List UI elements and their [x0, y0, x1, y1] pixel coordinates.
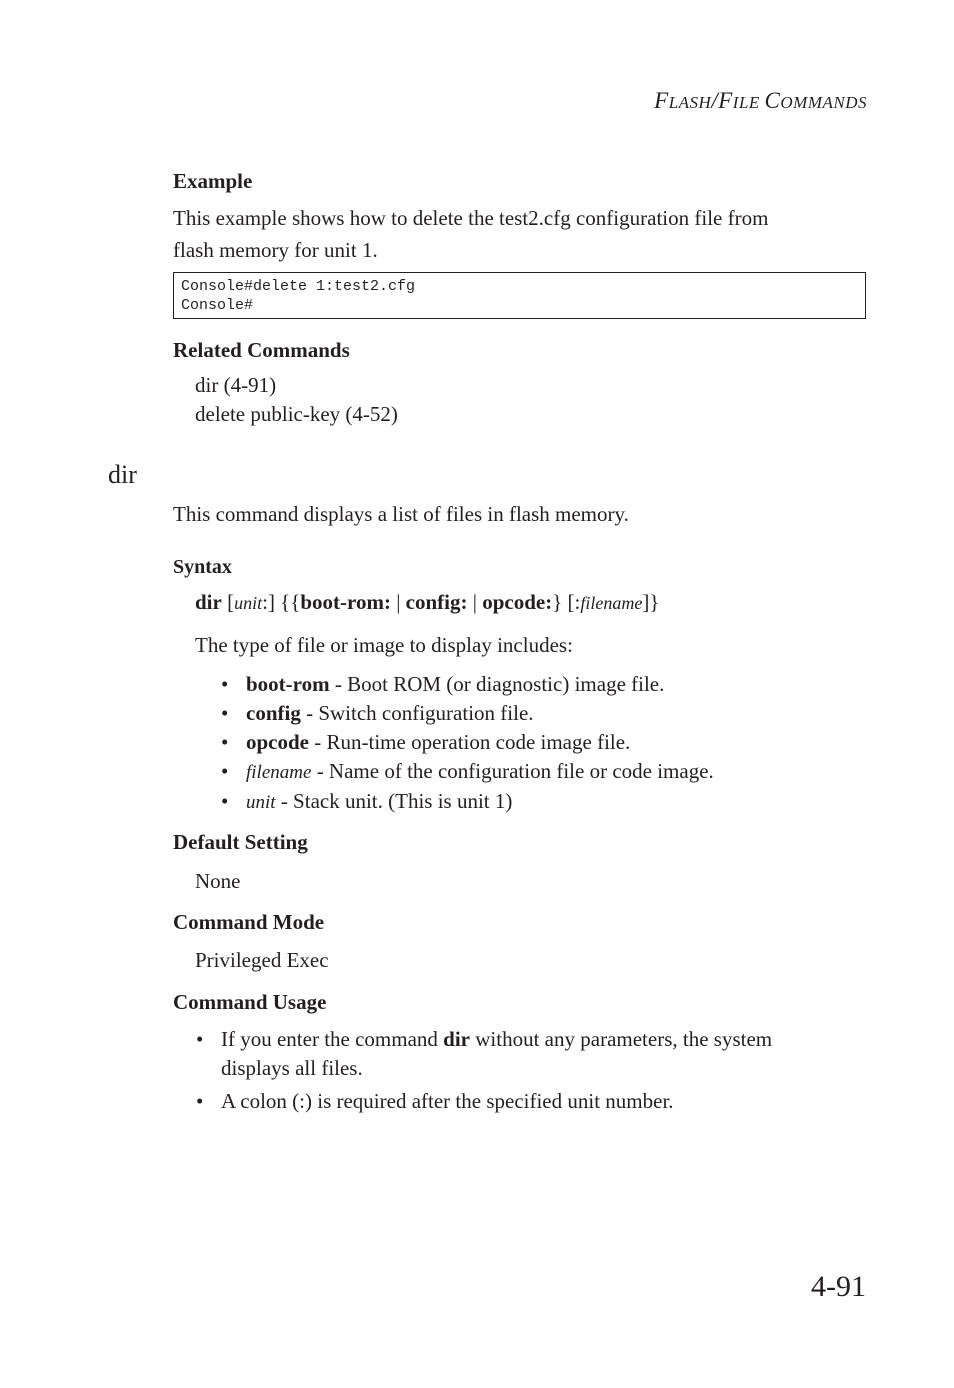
- list-item: • filename - Name of the configuration file or code image.: [221, 759, 714, 783]
- related-commands-heading: Related Commands: [173, 338, 350, 362]
- related-item: delete public-key (4-52): [195, 402, 398, 426]
- command-title: dir: [108, 460, 137, 489]
- example-code-block: [173, 272, 866, 319]
- command-mode-heading: Command Mode: [173, 910, 325, 934]
- related-item: dir (4-91): [195, 373, 277, 397]
- code-line: Console#: [181, 297, 254, 314]
- command-description: This command displays a list of files in flash memory.: [173, 502, 629, 526]
- usage-list: [196, 1025, 861, 1116]
- related-commands-list: [195, 371, 398, 429]
- type-list: [221, 670, 714, 817]
- list-item: • unit - Stack unit. (This is unit 1): [221, 789, 513, 813]
- running-header: FLASH/FILE COMMANDS: [654, 88, 867, 113]
- code-line: Console#delete 1:test2.cfg: [181, 278, 416, 295]
- example-heading: Example: [173, 169, 253, 193]
- list-item: • A colon (:) is required after the specified unit number.: [196, 1089, 674, 1113]
- list-item: • config - Switch configuration file.: [221, 701, 534, 725]
- list-item: • boot-rom - Boot ROM (or diagnostic) image file.: [221, 672, 665, 696]
- syntax-heading: Syntax: [173, 556, 232, 578]
- type-intro: The type of file or image to display includes:: [195, 633, 573, 657]
- default-setting-heading: Default Setting: [173, 830, 308, 854]
- example-text-line-2: flash memory for unit 1.: [173, 238, 378, 262]
- example-text-line-1: This example shows how to delete the test2.cfg configuration file from: [173, 206, 769, 230]
- syntax-line: dir [unit:] {{boot-rom: | config: | opcode:} [:filename]}: [195, 590, 660, 614]
- command-usage-heading: Command Usage: [173, 990, 327, 1014]
- default-setting-value: None: [195, 869, 241, 893]
- list-item: • opcode - Run-time operation code image file.: [221, 730, 631, 754]
- list-item: • If you enter the command dir without any parameters, the system displays all files.: [196, 1027, 773, 1080]
- command-mode-value: Privileged Exec: [195, 948, 329, 972]
- page-number: 4-91: [811, 1270, 866, 1303]
